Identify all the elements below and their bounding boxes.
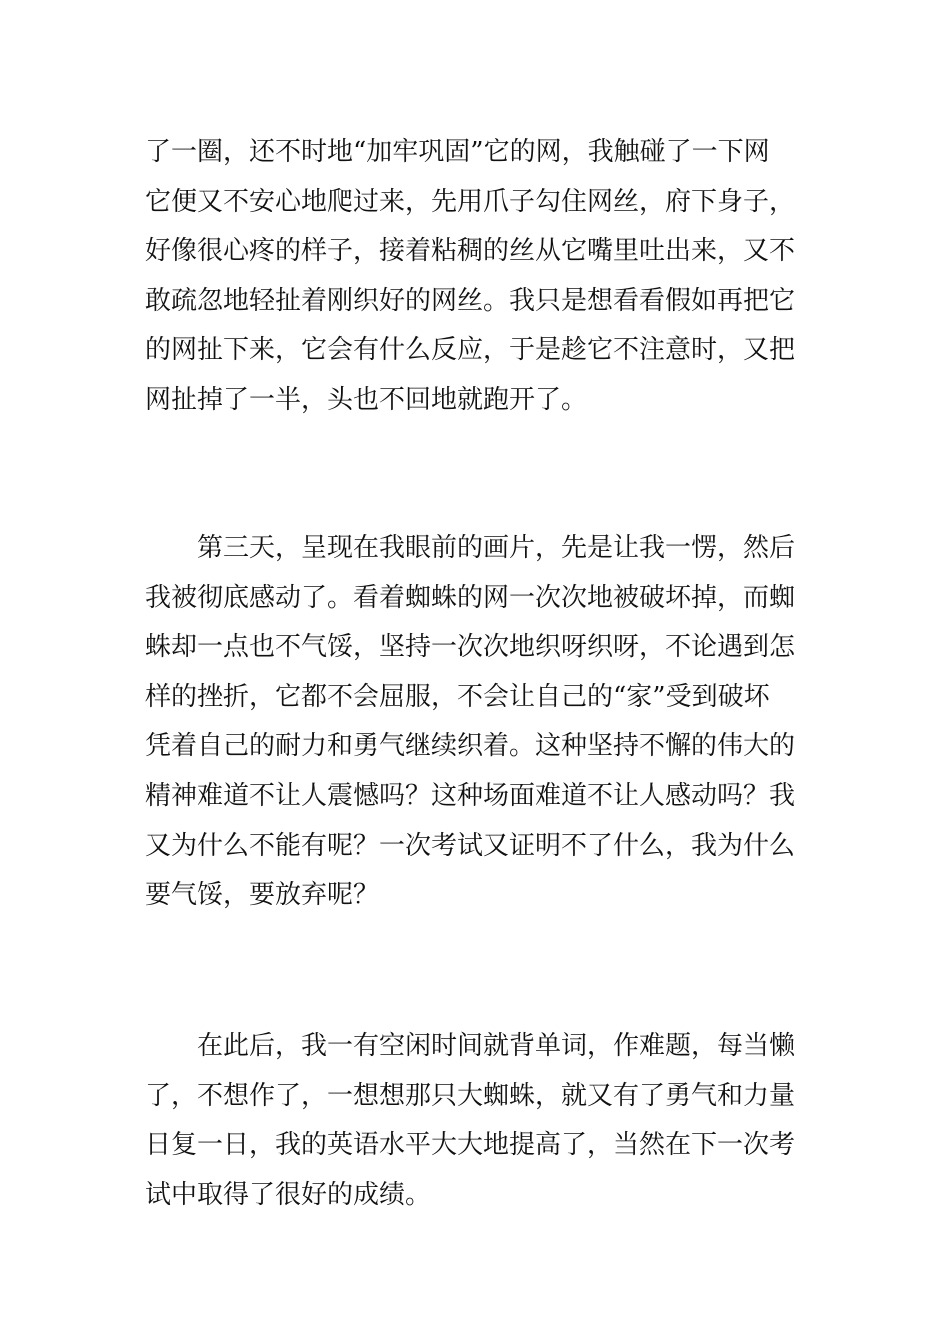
text-line: 的网扯下来，它会有什么反应，于是趁它不注意时，又把 — [145, 335, 796, 366]
text-line: 要气馁，要放弃呢？ — [145, 880, 380, 911]
text-line: 日复一日，我的英语水平大大地提高了，当然在下一次考 — [145, 1130, 796, 1161]
text-line: 在此后，我一有空闲时间就背单词，作难题，每当懒 — [145, 1031, 796, 1061]
text-line: 样的挫折，它都不会屈服，不会让自己的“家”受到破坏 — [145, 681, 770, 712]
text-line: 试中取得了很好的成绩。 — [145, 1179, 432, 1210]
text-line: 它便又不安心地爬过来，先用爪子勾住网丝，府下身子， — [145, 186, 796, 217]
text-line: 敢疏忽地轻扯着刚织好的网丝。我只是想看看假如再把它 — [145, 285, 796, 316]
text-line: 又为什么不能有呢？一次考试又证明不了什么，我为什么 — [145, 830, 796, 861]
text-line: 蛛却一点也不气馁，坚持一次次地织呀织呀，不论遇到怎 — [145, 632, 796, 663]
paragraph-spider-web — [145, 128, 825, 426]
text-line: 精神难道不让人震憾吗？这种场面难道不让人感动吗？我 — [145, 780, 796, 811]
text-line: 第三天，呈现在我眼前的画片，先是让我一愣，然后 — [145, 533, 796, 563]
text-line: 了一圈，还不时地“加牢巩固”它的网，我触碰了一下网 — [145, 137, 770, 167]
text-line: 我被彻底感动了。看着蜘蛛的网一次次地被破坏掉，而蜘 — [145, 582, 796, 613]
paragraph-afterwards — [145, 1022, 825, 1220]
text-line: 好像很心疼的样子，接着粘稠的丝从它嘴里吐出来，又不 — [145, 236, 796, 267]
text-line: 网扯掉了一半，头也不回地就跑开了。 — [145, 384, 588, 415]
text-line: 凭着自己的耐力和勇气继续织着。这种坚持不懈的伟大的 — [145, 731, 796, 762]
text-line: 了，不想作了，一想想那只大蜘蛛，就又有了勇气和力量 — [145, 1080, 796, 1111]
paragraph-third-day — [145, 524, 825, 921]
